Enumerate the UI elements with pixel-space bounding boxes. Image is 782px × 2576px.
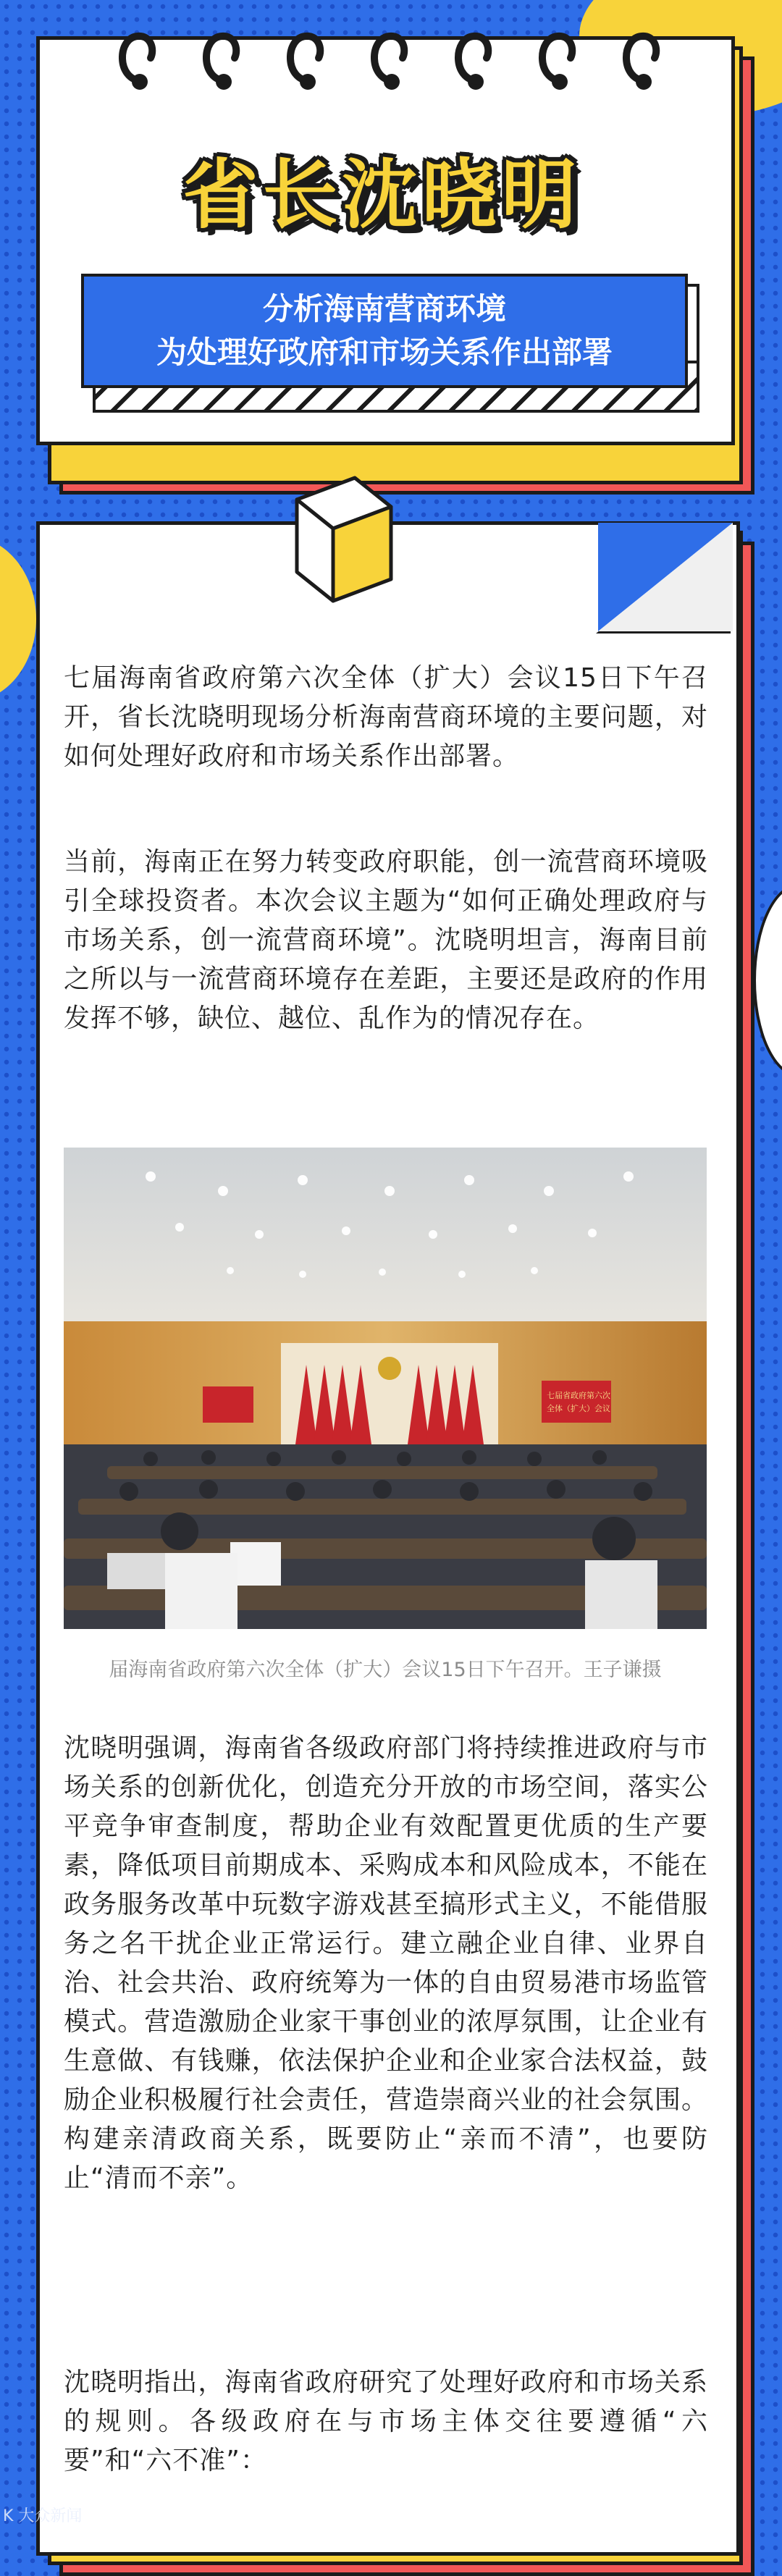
- source-watermark: K 大众新闻: [3, 2507, 83, 2525]
- article-paragraph-4: 沈晓明指出，海南省政府研究了处理好政府和市场关系的规则。各级政府在与市场主体交往要遵循“六要”和“六不准”：: [64, 2367, 708, 2475]
- article-paragraph-1: 七届海南省政府第六次全体（扩大）会议15日下午召开，省长沈晓明现场分析海南营商环境的主要问题，对如何处理好政府和市场关系作出部署。: [64, 663, 708, 771]
- screen-text-line-2: 全体（扩大）会议: [547, 1404, 610, 1413]
- photo-caption: 届海南省政府第六次全体（扩大）会议15日下午召开。王子谦摄: [109, 1659, 662, 1681]
- conference-photo: [64, 1148, 707, 1629]
- article-paragraph-3: 沈晓明强调，海南省各级政府部门将持续推进政府与市场关系的创新优化，创造充分开放的市场空间，落实公平竞争审查制度，帮助企业有效配置更优质的生产要素，降低项目前期成本、采购成本和风险成本，不能在政务服务改革中玩数字游戏甚至搞形式主义，不能借服务之名干扰企业正常运行。建立融企业自律、业界自治、社会共治、政府统筹为一体的自由贸易港市场监管模式。营造激励企业家干事创业的浓厚氛围，让企业有生意做、有钱赚，依法保护企业和企业家合法权益，鼓励企业积极履行社会责任，营造崇商兴业的社会氛围。构建亲清政商关系，既要防止“亲而不清”，也要防止“清而不亲”。: [64, 1733, 708, 2193]
- article-paragraph-2: 当前，海南正在努力转变政府职能，创一流营商环境吸引全球投资者。本次会议主题为“如何正确处理政府与市场关系，创一流营商环境”。沈晓明坦言，海南目前之所以与一流营商环境存在差距，主要还是政府的作用发挥不够，缺位、越位、乱作为的情况存在。: [64, 847, 708, 1033]
- ring-binding-icon: [109, 29, 688, 101]
- white-circle-decoration: [753, 883, 782, 1077]
- subtitle-line-1: 分析海南营商环境: [262, 291, 506, 327]
- subtitle-box: [81, 274, 688, 388]
- screen-text-line-1: 七届省政府第六次: [547, 1391, 610, 1400]
- yellow-circle-decoration: [0, 536, 36, 702]
- subtitle-line-2: 为处理好政府和市场关系作出部署: [156, 334, 613, 370]
- page-fold-flap: [598, 523, 733, 631]
- page-title: 省长沈晓明: [182, 151, 581, 239]
- cube-icon: [290, 471, 398, 608]
- meeting-hall-illustration: [64, 1148, 707, 1629]
